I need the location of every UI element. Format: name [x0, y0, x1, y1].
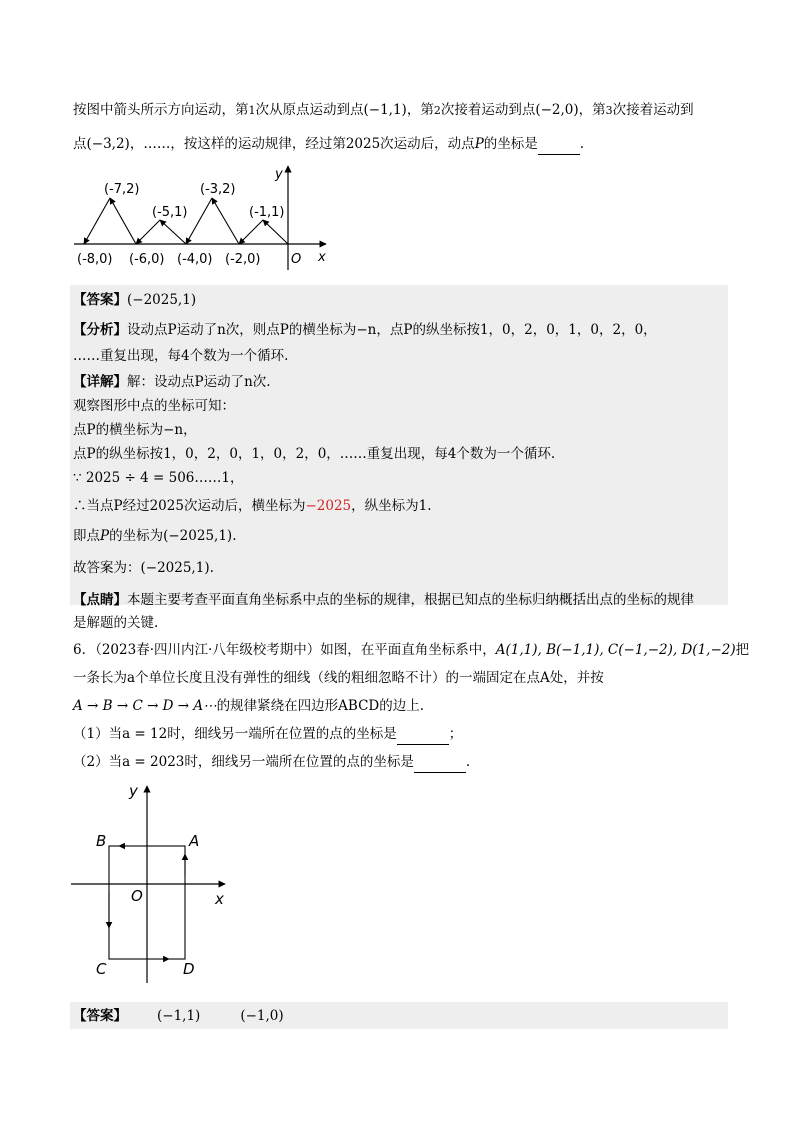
label-B: B [96, 832, 107, 850]
label-origin: O [131, 887, 143, 905]
detail-line1 [73, 372, 271, 392]
detail-line8 [73, 558, 214, 578]
problem6-q1 [73, 724, 462, 745]
math-point: (−3,2) [86, 136, 130, 152]
detail-label: 【详解】 [73, 374, 127, 390]
comment-line1 [73, 590, 694, 610]
problem5-line1 [73, 100, 694, 121]
text: 把 [735, 642, 750, 658]
label-origin: O [291, 252, 302, 267]
math-var: P [474, 136, 484, 152]
answer-line [73, 290, 196, 310]
label-A: A [189, 832, 200, 850]
text: 的坐标是 [483, 136, 538, 152]
text: 设动点P运动了n次，则点P的横坐标为−n，点P的纵坐标按1，0，2，0，1，0，2，0， [127, 322, 657, 338]
text: 6．（2023春·四川内江·八年级校考期中）如图，在平面直角坐标系中， [73, 642, 496, 658]
label-point: (-1,1) [249, 205, 285, 220]
label-x-axis: x [318, 250, 326, 265]
comment-line2 [73, 613, 158, 633]
figure1-zigzag-diagram [68, 162, 338, 272]
analysis-line2 [73, 346, 288, 366]
math-point: (−2025,1) [163, 528, 233, 544]
text: 解：设动点P运动了n次. [127, 374, 271, 390]
label-y-axis: y [129, 782, 138, 800]
text: ； [448, 726, 463, 742]
answer-blank [538, 134, 580, 155]
text: . [232, 528, 237, 544]
text: . [579, 136, 585, 152]
label-tick: (-8,0) [77, 252, 113, 267]
detail-line3 [73, 420, 197, 440]
text: 点P的纵坐标按1，0，2，0，1，0，2，0，……重复出现，每4个数为一个循环. [73, 446, 556, 462]
segment-8 [84, 198, 110, 244]
math-point: (−2025,1) [140, 560, 210, 576]
text: ，……，按这样的运动规律，经过第2025次运动后，动点 [129, 136, 475, 152]
answer-value: (−1,1) [157, 1008, 201, 1024]
text: . [209, 560, 214, 576]
text: 按图中箭头所示方向运动，第 [73, 102, 249, 118]
answer-label: 【答案】 [73, 1008, 127, 1024]
segment-7 [110, 198, 136, 244]
text: 观察图形中点的坐标可知： [73, 398, 235, 414]
answer-value: (−2025,1) [127, 292, 197, 308]
text: 即点 [73, 528, 100, 544]
problem6-line1 [73, 640, 749, 660]
text: ，第 [578, 102, 606, 118]
answer-value: (−1,0) [240, 1008, 284, 1024]
label-tick: (-6,0) [129, 252, 165, 267]
math-point: (−2,0) [535, 102, 579, 118]
problem6-q2 [73, 752, 470, 773]
text: 故答案为： [73, 560, 141, 576]
answer-line [73, 1006, 284, 1026]
answer-blank [414, 752, 466, 773]
segment-6 [136, 220, 160, 244]
text: 3 [605, 104, 613, 117]
label-point: (-3,2) [200, 182, 236, 197]
math-point: (−1,1) [363, 102, 407, 118]
segment-1 [263, 220, 288, 244]
math-var: P [100, 528, 110, 544]
text: 次接着运动到 [612, 102, 694, 118]
text: . [465, 754, 471, 770]
text: （2）当a = 2023时，细线另一端所在位置的点的坐标是 [73, 754, 414, 770]
comment-label: 【点睛】 [73, 592, 127, 608]
detail-line6 [73, 496, 432, 516]
detail-line7 [73, 526, 236, 546]
segment-3 [212, 198, 239, 244]
label-y-axis: y [275, 167, 283, 182]
segment-4 [186, 198, 212, 244]
text: 1 [248, 104, 256, 117]
answer-label: 【答案】 [73, 292, 127, 308]
text: 2 [433, 104, 441, 117]
analysis-line1 [73, 320, 657, 340]
text: 的规律紧绕在四边形ABCD的边上. [216, 698, 425, 714]
text: 点P的横坐标为−n， [73, 422, 197, 438]
label-x-axis: x [215, 890, 224, 908]
segment-5 [160, 220, 186, 244]
text: 次从原点运动到点 [255, 102, 364, 118]
text: ……重复出现，每4个数为一个循环. [73, 348, 289, 364]
problem5-line2 [73, 134, 584, 155]
highlight-value: −2025 [305, 498, 352, 514]
figure2-rectangle-diagram [65, 778, 245, 988]
detail-line5 [73, 468, 243, 488]
text: 次接着运动到点 [440, 102, 536, 118]
label-point: (-5,1) [152, 205, 188, 220]
text: ∴当点P经过2025次运动后，横坐标为 [73, 498, 306, 514]
label-tick: (-2,0) [225, 252, 261, 267]
label-tick: (-4,0) [177, 252, 213, 267]
math-points: A(1,1), B(−1,1), C(−1,−2), D(1,−2) [495, 642, 736, 658]
text: ，第 [406, 102, 434, 118]
label-point: (-7,2) [104, 182, 140, 197]
detail-line2 [73, 396, 235, 416]
text: 的坐标为 [109, 528, 164, 544]
answer-blank [397, 724, 449, 745]
text: 点 [73, 136, 87, 152]
problem6-line2 [73, 668, 604, 688]
math-sequence: A → B → C → D → A⋯ [73, 698, 217, 714]
text: ，纵坐标为1. [351, 498, 432, 514]
label-C: C [96, 960, 107, 978]
text: 本题主要考查平面直角坐标系中点的坐标的规律，根据已知点的坐标归纳概括出点的坐标的规律 [127, 592, 694, 608]
text: ∵ 2025 ÷ 4 = 506……1， [73, 470, 244, 486]
segment-2 [239, 220, 263, 244]
detail-line4 [73, 444, 555, 464]
text: （1）当a = 12时，细线另一端所在位置的点的坐标是 [73, 726, 397, 742]
text: 是解题的关键. [73, 615, 159, 631]
problem6-line3 [73, 696, 424, 716]
analysis-label: 【分析】 [73, 322, 127, 338]
text: 一条长为a个单位长度且没有弹性的细线（线的粗细忽略不计）的一端固定在点A处，并按 [73, 670, 604, 686]
label-D: D [183, 960, 195, 978]
